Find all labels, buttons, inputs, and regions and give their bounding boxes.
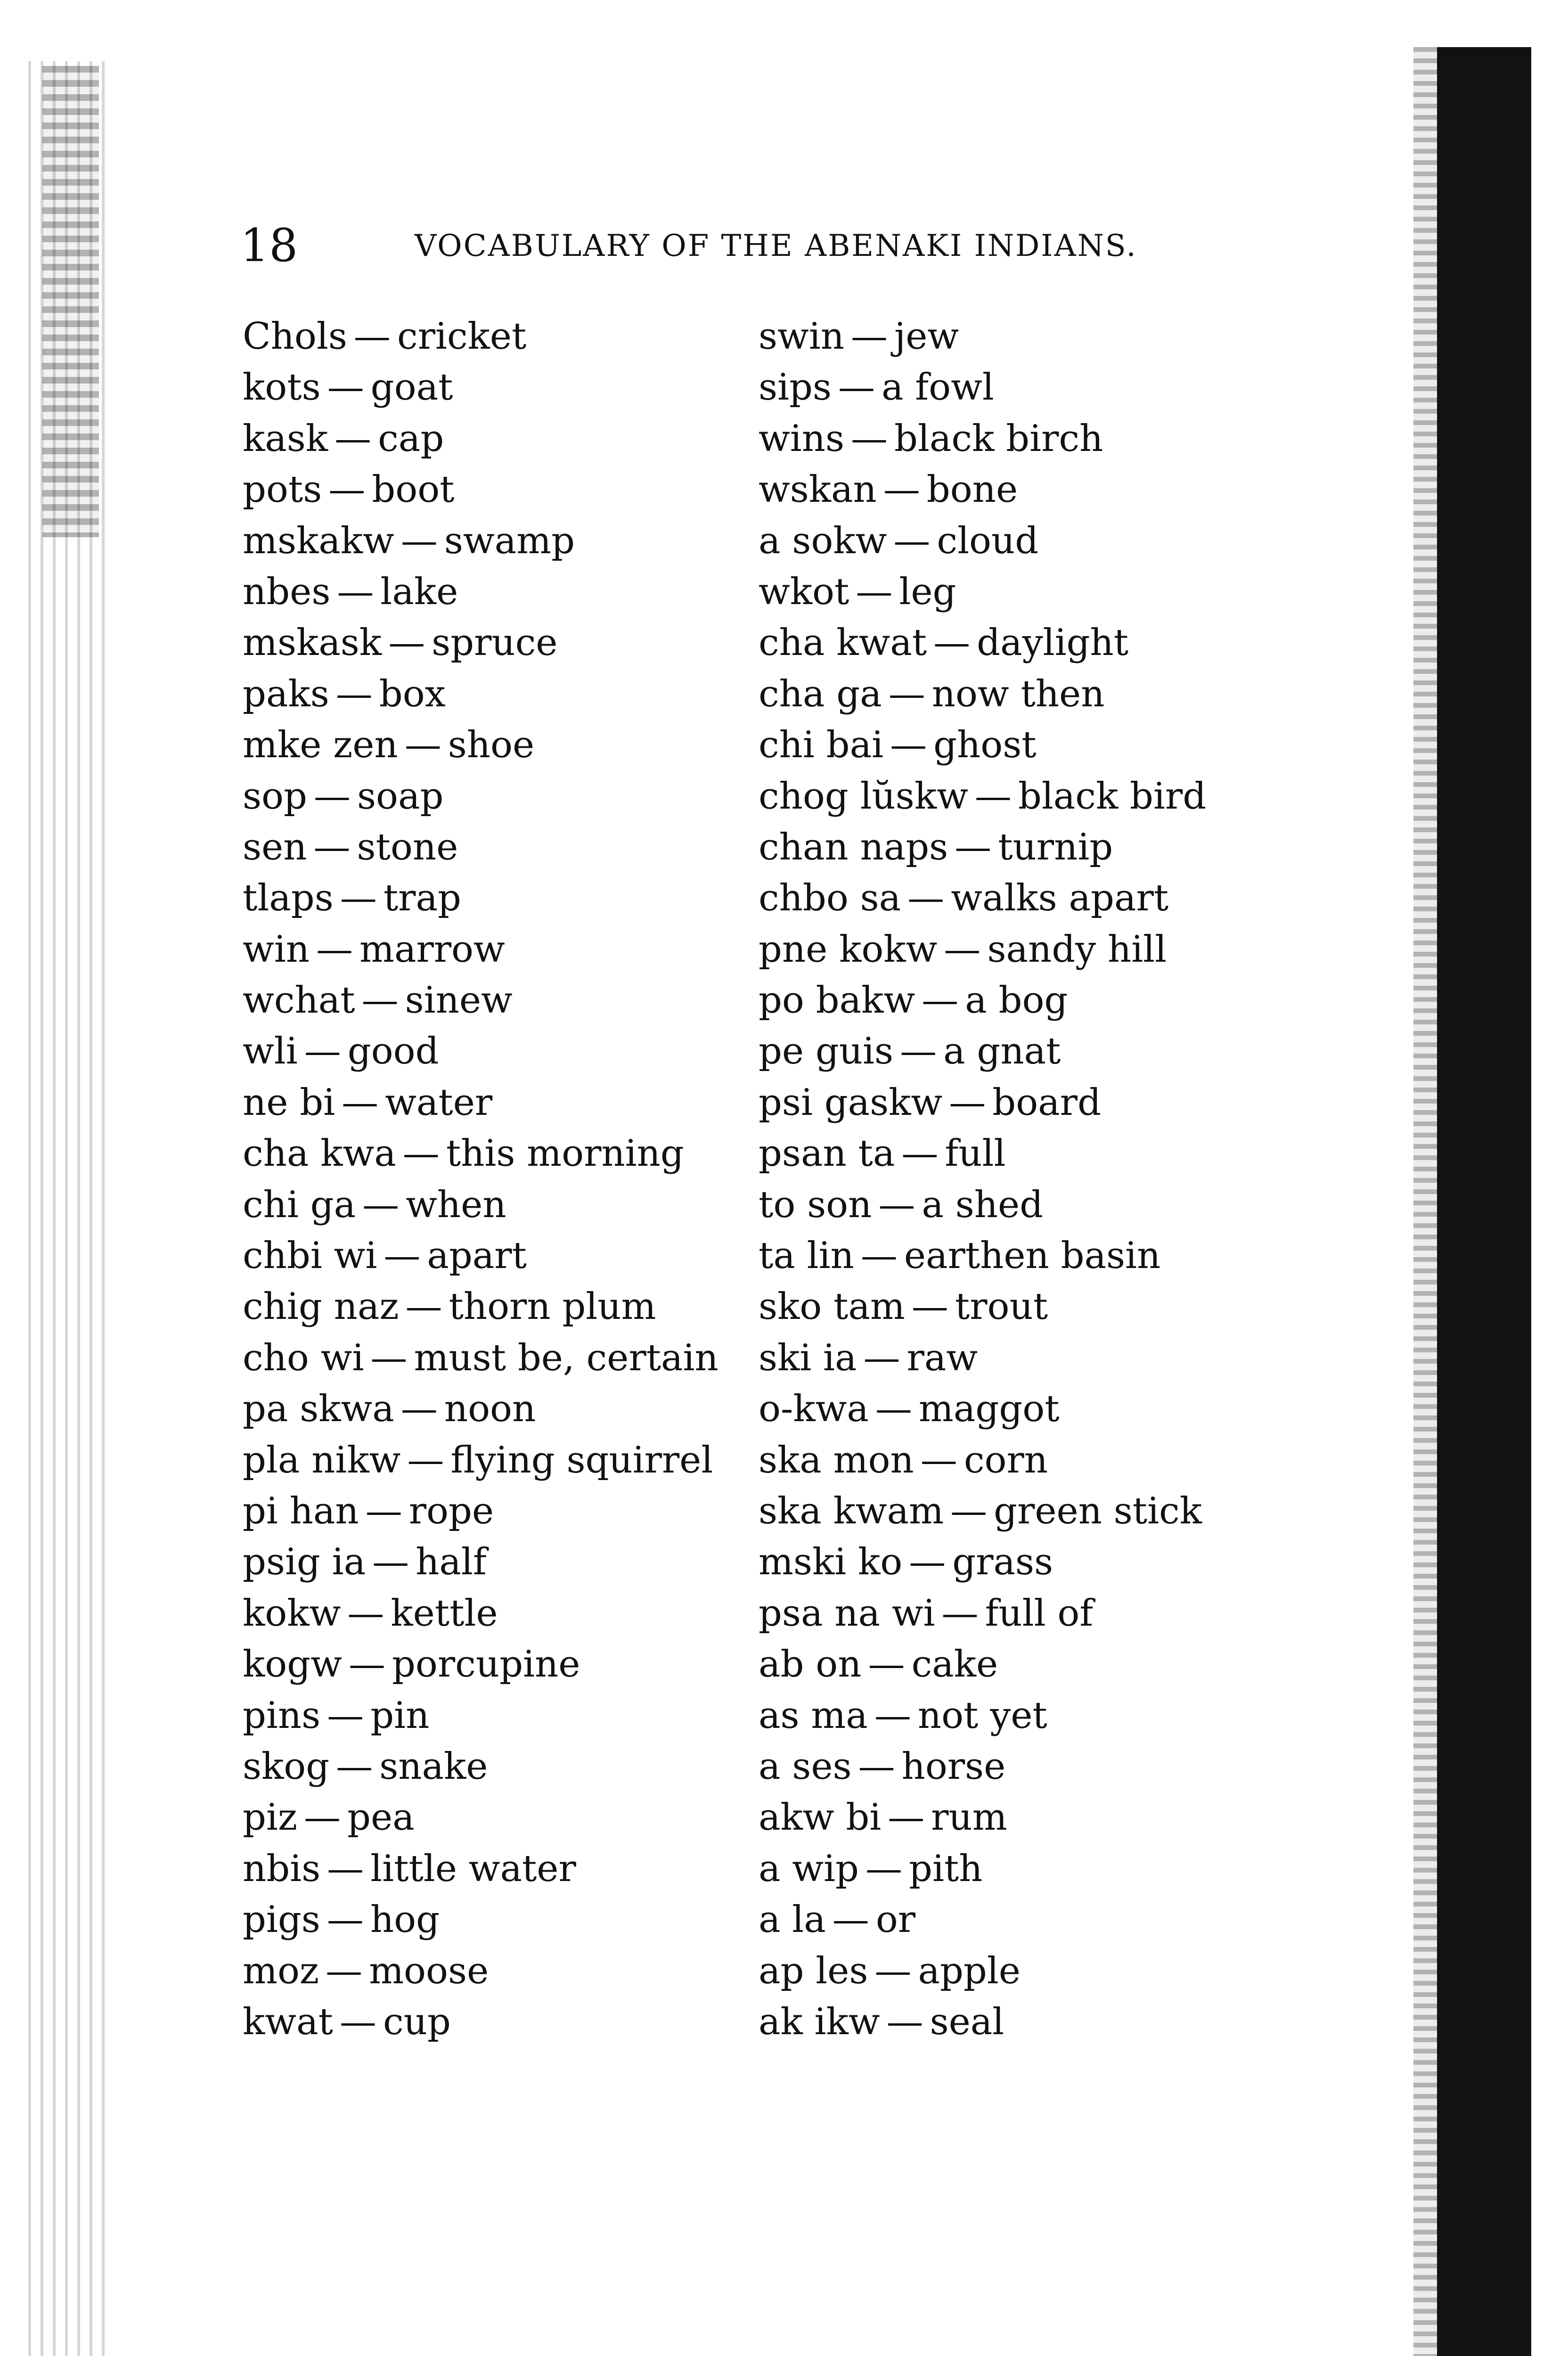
vocabulary-entry [243, 311, 761, 362]
entry-term: ak ikw [759, 2000, 880, 2043]
entry-gloss: must be, certain [414, 1336, 719, 1379]
entry-separator: — [327, 366, 364, 409]
entry-separator: — [901, 1132, 939, 1175]
entry-gloss: cap [378, 417, 444, 460]
entry-separator: — [304, 1796, 341, 1839]
vocabulary-entry [759, 1179, 1277, 1230]
vocabulary-entry [243, 1894, 761, 1945]
entry-separator: — [388, 622, 425, 664]
entry-separator: — [886, 2000, 923, 2043]
entry-term: a ses [759, 1745, 852, 1788]
vocabulary-entry [759, 1996, 1277, 2047]
entry-separator: — [362, 1183, 400, 1226]
entry-term: cha kwa [243, 1132, 396, 1175]
vocabulary-entry [243, 515, 761, 566]
vocabulary-entry [759, 822, 1277, 873]
entry-separator: — [407, 1439, 444, 1481]
entry-separator: — [874, 1949, 912, 1992]
entry-separator: — [832, 1898, 869, 1941]
entry-gloss: snake [379, 1745, 488, 1788]
entry-separator: — [327, 1898, 364, 1941]
entry-gloss: goat [370, 366, 453, 409]
entry-term: wskan [759, 468, 877, 511]
entry-term: a wip [759, 1847, 859, 1890]
entry-gloss: swamp [444, 519, 575, 562]
entry-term: wkot [759, 570, 849, 613]
vocabulary-entry [243, 1077, 761, 1128]
vocabulary-entry [243, 1843, 761, 1894]
entry-term: chog lŭskw [759, 775, 968, 818]
entry-term: chbo sa [759, 877, 901, 920]
entry-gloss: now then [931, 672, 1105, 715]
entry-term: wins [759, 417, 844, 460]
entry-term: ska kwam [759, 1489, 944, 1532]
entry-gloss: boot [372, 468, 455, 511]
vocabulary-entry [243, 924, 761, 975]
vocabulary-entry [243, 1537, 761, 1587]
entry-gloss: box [379, 672, 446, 715]
entry-term: chan naps [759, 826, 948, 868]
entry-term: pe guis [759, 1030, 894, 1073]
vocabulary-entry [759, 1946, 1277, 1996]
entry-separator: — [402, 1132, 440, 1175]
entry-gloss: cloud [937, 519, 1039, 562]
entry-gloss: a fowl [882, 366, 994, 409]
entry-gloss: a gnat [943, 1030, 1061, 1073]
entry-separator: — [851, 315, 888, 358]
vocabulary-entry [243, 1588, 761, 1639]
vocabulary-entry [243, 617, 761, 668]
entry-gloss: pith [909, 1847, 983, 1890]
vocabulary-entry [243, 1128, 761, 1179]
entry-term: cho wi [243, 1336, 364, 1379]
entry-gloss: black birch [894, 417, 1103, 460]
entry-gloss: this morning [446, 1132, 684, 1175]
entry-separator: — [313, 775, 351, 818]
entry-separator: — [920, 1439, 957, 1481]
entry-term: tlaps [243, 877, 334, 920]
entry-term: Chols [243, 315, 347, 358]
entry-term: nbis [243, 1847, 321, 1890]
entry-term: a sokw [759, 519, 887, 562]
vocabulary-entry [759, 924, 1277, 975]
vocabulary-entry [759, 617, 1277, 668]
entry-gloss: cup [383, 2000, 451, 2043]
vocabulary-entry [243, 1383, 761, 1434]
entry-term: mskakw [243, 519, 394, 562]
entry-term: mski ko [759, 1541, 903, 1584]
entry-gloss: rope [408, 1489, 494, 1532]
vocabulary-entry [243, 822, 761, 873]
entry-gloss: kettle [391, 1592, 498, 1635]
vocabulary-entry [759, 669, 1277, 720]
entry-separator: — [361, 979, 399, 1022]
entry-term: to son [759, 1183, 872, 1226]
entry-separator: — [316, 928, 353, 971]
entry-term: kask [243, 417, 328, 460]
entry-term: wchat [243, 979, 355, 1022]
left-binding-noise [42, 66, 99, 537]
entry-separator: — [400, 1388, 438, 1431]
entry-separator: — [955, 826, 992, 868]
entry-separator: — [865, 1847, 902, 1890]
vocabulary-entry [759, 1383, 1277, 1434]
entry-gloss: water [385, 1081, 493, 1124]
entry-gloss: full [945, 1132, 1006, 1175]
entry-gloss: ghost [933, 724, 1037, 767]
vocabulary-entry [759, 1741, 1277, 1792]
entry-separator: — [400, 519, 438, 562]
entry-separator: — [370, 1336, 408, 1379]
entry-term: kogw [243, 1643, 342, 1686]
entry-gloss: spruce [432, 622, 558, 664]
entry-gloss: noon [444, 1388, 536, 1431]
entry-separator: — [347, 1592, 384, 1635]
entry-separator: — [337, 570, 374, 613]
entry-separator: — [856, 570, 893, 613]
entry-term: sips [759, 366, 832, 409]
entry-separator: — [335, 672, 373, 715]
entry-separator: — [327, 1694, 364, 1737]
vocabulary-entry [759, 1486, 1277, 1537]
entry-gloss: corn [964, 1439, 1048, 1481]
entry-term: pots [243, 468, 322, 511]
entry-gloss: shoe [448, 724, 535, 767]
entry-separator: — [327, 1847, 364, 1890]
entry-term: nbes [243, 570, 331, 613]
entry-gloss: apart [427, 1235, 527, 1277]
entry-gloss: not yet [917, 1694, 1047, 1737]
entry-term: mke zen [243, 724, 398, 767]
vocabulary-entry [243, 1996, 761, 2047]
vocabulary-entry [243, 1639, 761, 1690]
entry-gloss: when [406, 1183, 506, 1226]
entry-term: sko tam [759, 1285, 905, 1328]
entry-gloss: thorn plum [449, 1285, 656, 1328]
entry-gloss: trout [955, 1285, 1048, 1328]
entry-separator: — [304, 1030, 341, 1073]
entry-separator: — [883, 468, 920, 511]
entry-separator: — [328, 468, 366, 511]
entry-separator: — [342, 1081, 379, 1124]
entry-gloss: trap [383, 877, 461, 920]
entry-gloss: hog [370, 1898, 440, 1941]
vocabulary-entry [759, 975, 1277, 1026]
entry-separator: — [922, 979, 959, 1022]
vocabulary-entry [243, 1486, 761, 1537]
entry-separator: — [326, 1949, 363, 1992]
entry-gloss: leg [899, 570, 956, 613]
entry-gloss: porcupine [392, 1643, 580, 1686]
entry-gloss: or [875, 1898, 916, 1941]
vocabulary-entry [243, 1435, 761, 1486]
entry-term: sop [243, 775, 307, 818]
entry-term: sen [243, 826, 307, 868]
entry-separator: — [949, 1081, 986, 1124]
entry-term: pi han [243, 1489, 359, 1532]
entry-separator: — [863, 1336, 900, 1379]
entry-separator: — [372, 1541, 409, 1584]
entry-separator: — [339, 2000, 376, 2043]
entry-term: ne bi [243, 1081, 335, 1124]
entry-term: swin [759, 315, 844, 358]
entry-separator: — [909, 1541, 946, 1584]
vocabulary-entry [243, 566, 761, 617]
vocabulary-entry [759, 771, 1277, 822]
vocabulary-entry [759, 1230, 1277, 1281]
entry-separator: — [335, 417, 372, 460]
entry-gloss: raw [906, 1336, 978, 1379]
entry-separator: — [907, 877, 945, 920]
entry-separator: — [860, 1235, 898, 1277]
entry-separator: — [365, 1489, 402, 1532]
entry-term: ap les [759, 1949, 868, 1992]
entry-gloss: stone [357, 826, 458, 868]
entry-separator: — [888, 1796, 925, 1839]
entry-separator: — [404, 724, 441, 767]
vocabulary-entry [243, 1230, 761, 1281]
entry-gloss: bone [926, 468, 1018, 511]
vocabulary-entry [759, 1588, 1277, 1639]
entry-term: piz [243, 1796, 297, 1839]
vocabulary-entry [759, 1894, 1277, 1945]
vocabulary-entry [759, 873, 1277, 924]
vocabulary-entry [759, 1843, 1277, 1894]
vocabulary-entry [759, 1537, 1277, 1587]
entry-term: o-kwa [759, 1388, 869, 1431]
vocabulary-entry [243, 720, 761, 770]
vocabulary-entry [243, 873, 761, 924]
vocabulary-entry [243, 362, 761, 413]
entry-gloss: grass [952, 1541, 1054, 1584]
entry-term: kwat [243, 2000, 333, 2043]
entry-gloss: flying squirrel [450, 1439, 713, 1481]
vocabulary-column-right [759, 311, 1277, 2047]
page-header [240, 219, 1183, 280]
entry-gloss: apple [918, 1949, 1021, 1992]
entry-gloss: lake [380, 570, 458, 613]
entry-gloss: walks apart [951, 877, 1169, 920]
entry-term: kots [243, 366, 321, 409]
entry-gloss: board [992, 1081, 1101, 1124]
entry-gloss: maggot [918, 1388, 1060, 1431]
vocabulary-entry [243, 1333, 761, 1383]
entry-separator: — [858, 1745, 895, 1788]
entry-term: a la [759, 1898, 826, 1941]
entry-separator: — [941, 1592, 979, 1635]
vocabulary-entry [759, 1792, 1277, 1843]
vocabulary-entry [759, 1077, 1277, 1128]
entry-separator: — [868, 1643, 905, 1686]
entry-gloss: black bird [1018, 775, 1207, 818]
entry-gloss: full of [985, 1592, 1094, 1635]
vocabulary-entry [759, 1026, 1277, 1077]
entry-separator: — [340, 877, 377, 920]
entry-gloss: good [347, 1030, 439, 1073]
entry-term: ab on [759, 1643, 862, 1686]
entry-term: win [243, 928, 310, 971]
entry-gloss: sandy hill [987, 928, 1167, 971]
entry-term: psi gaskw [759, 1081, 943, 1124]
vocabulary-entry [243, 1741, 761, 1792]
entry-term: cha ga [759, 672, 882, 715]
entry-gloss: a shed [922, 1183, 1044, 1226]
entry-separator: — [336, 1745, 373, 1788]
entry-separator: — [874, 1694, 911, 1737]
vocabulary-entry [243, 1690, 761, 1741]
vocabulary-entry [759, 1281, 1277, 1332]
entry-separator: — [933, 622, 971, 664]
vocabulary-entry [243, 975, 761, 1026]
page-number: 18 [240, 219, 298, 272]
running-title: VOCABULARY OF THE ABENAKI INDIANS. [415, 229, 1137, 263]
entry-gloss: earthen basin [904, 1235, 1161, 1277]
entry-separator: — [405, 1285, 442, 1328]
entry-gloss: jew [894, 315, 959, 358]
entry-gloss: turnip [998, 826, 1113, 868]
entry-separator: — [911, 1285, 948, 1328]
vocabulary-entry [759, 515, 1277, 566]
entry-separator: — [878, 1183, 915, 1226]
entry-term: akw bi [759, 1796, 882, 1839]
entry-separator: — [944, 928, 981, 971]
entry-term: pne kokw [759, 928, 938, 971]
entry-gloss: seal [930, 2000, 1004, 2043]
vocabulary-entry [759, 464, 1277, 515]
entry-separator: — [348, 1643, 385, 1686]
vocabulary-entry [243, 413, 761, 464]
vocabulary-entry [759, 1639, 1277, 1690]
entry-term: pla nikw [243, 1439, 401, 1481]
right-edge-shadow [1437, 47, 1531, 2356]
entry-term: psig ia [243, 1541, 366, 1584]
entry-term: wli [243, 1030, 298, 1073]
entry-gloss: rum [931, 1796, 1007, 1839]
vocabulary-entry [759, 413, 1277, 464]
vocabulary-entry [243, 464, 761, 515]
entry-term: chi bai [759, 724, 884, 767]
entry-gloss: cricket [397, 315, 527, 358]
vocabulary-entry [759, 1128, 1277, 1179]
entry-separator: — [888, 672, 925, 715]
vocabulary-entry [759, 566, 1277, 617]
entry-gloss: half [416, 1541, 487, 1584]
vocabulary-entry [759, 1435, 1277, 1486]
entry-separator: — [851, 417, 888, 460]
entry-term: kokw [243, 1592, 341, 1635]
entry-term: ska mon [759, 1439, 914, 1481]
vocabulary-column-left [243, 311, 761, 2047]
entry-term: ta lin [759, 1235, 854, 1277]
entry-gloss: pin [370, 1694, 430, 1737]
entry-separator: — [974, 775, 1012, 818]
entry-gloss: marrow [359, 928, 505, 971]
entry-term: chi ga [243, 1183, 356, 1226]
vocabulary-entry [243, 771, 761, 822]
entry-gloss: cake [911, 1643, 998, 1686]
entry-separator: — [893, 519, 931, 562]
entry-gloss: a bog [965, 979, 1068, 1022]
entry-separator: — [353, 315, 391, 358]
entry-separator: — [890, 724, 927, 767]
entry-gloss: moose [369, 1949, 489, 1992]
entry-separator: — [950, 1489, 988, 1532]
entry-term: psa na wi [759, 1592, 935, 1635]
entry-gloss: little water [370, 1847, 576, 1890]
vocabulary-entry [759, 1690, 1277, 1741]
vocabulary-entry [243, 1179, 761, 1230]
entry-gloss: horse [901, 1745, 1006, 1788]
entry-separator: — [838, 366, 875, 409]
vocabulary-entry [243, 1792, 761, 1843]
entry-term: po bakw [759, 979, 915, 1022]
entry-term: pins [243, 1694, 321, 1737]
entry-term: paks [243, 672, 329, 715]
entry-term: moz [243, 1949, 319, 1992]
vocabulary-entry [759, 720, 1277, 770]
entry-separator: — [875, 1388, 912, 1431]
vocabulary-entry [243, 1281, 761, 1332]
entry-term: cha kwat [759, 622, 927, 664]
entry-separator: — [900, 1030, 937, 1073]
vocabulary-entry [243, 669, 761, 720]
vocabulary-entry [759, 1333, 1277, 1383]
entry-gloss: soap [357, 775, 444, 818]
entry-term: chbi wi [243, 1235, 377, 1277]
entry-gloss: pea [347, 1796, 415, 1839]
vocabulary-entry [759, 311, 1277, 362]
entry-term: chig naz [243, 1285, 399, 1328]
entry-term: mskask [243, 622, 382, 664]
entry-gloss: green stick [994, 1489, 1202, 1532]
vocabulary-entry [759, 362, 1277, 413]
entry-term: psan ta [759, 1132, 895, 1175]
entry-term: skog [243, 1745, 330, 1788]
vocabulary-entry [243, 1026, 761, 1077]
entry-gloss: daylight [977, 622, 1129, 664]
entry-separator: — [384, 1235, 421, 1277]
entry-separator: — [313, 826, 351, 868]
entry-term: as ma [759, 1694, 868, 1737]
entry-gloss: sinew [405, 979, 513, 1022]
entry-term: ski ia [759, 1336, 857, 1379]
vocabulary-entry [243, 1946, 761, 1996]
entry-term: pigs [243, 1898, 320, 1941]
entry-term: pa skwa [243, 1388, 394, 1431]
